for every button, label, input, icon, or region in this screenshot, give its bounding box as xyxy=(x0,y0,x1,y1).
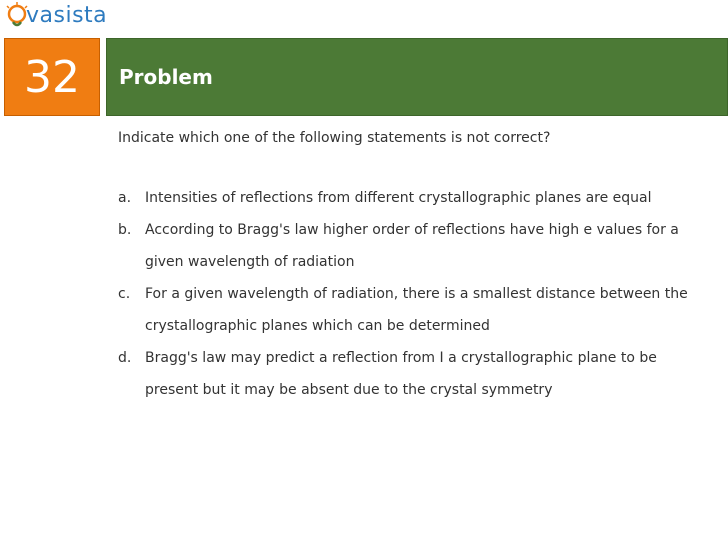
option-text: Intensities of reflections from different crystallographic planes are equal xyxy=(145,190,652,206)
slide-number: 32 xyxy=(24,51,80,103)
option-letter: b. xyxy=(118,222,132,238)
option-letter: d. xyxy=(118,350,132,366)
vasista-logo xyxy=(4,2,114,32)
option-text: For a given wavelength of radiation, there is a smallest distance between the crystallographic planes which can be determined xyxy=(145,286,688,334)
title-bar xyxy=(106,38,728,116)
slide-number-box xyxy=(4,38,100,116)
options-list xyxy=(118,182,698,406)
option-item xyxy=(118,342,698,406)
option-item xyxy=(118,278,698,342)
option-text: According to Bragg's law higher order of reflections have high e values for a given wavelength of radiation xyxy=(145,222,679,270)
option-item xyxy=(118,182,698,214)
option-letter: a. xyxy=(118,190,132,206)
option-item xyxy=(118,214,698,278)
slide-title: Problem xyxy=(119,65,213,89)
question-text: Indicate which one of the following statements is not correct? xyxy=(118,130,551,146)
slide-content xyxy=(118,128,698,406)
option-text: Bragg's law may predict a reflection from I a crystallographic plane to be present but it may be absent due to the crystal symmetry xyxy=(145,350,657,398)
logo-text: vasista xyxy=(26,3,108,28)
option-letter: c. xyxy=(118,286,131,302)
